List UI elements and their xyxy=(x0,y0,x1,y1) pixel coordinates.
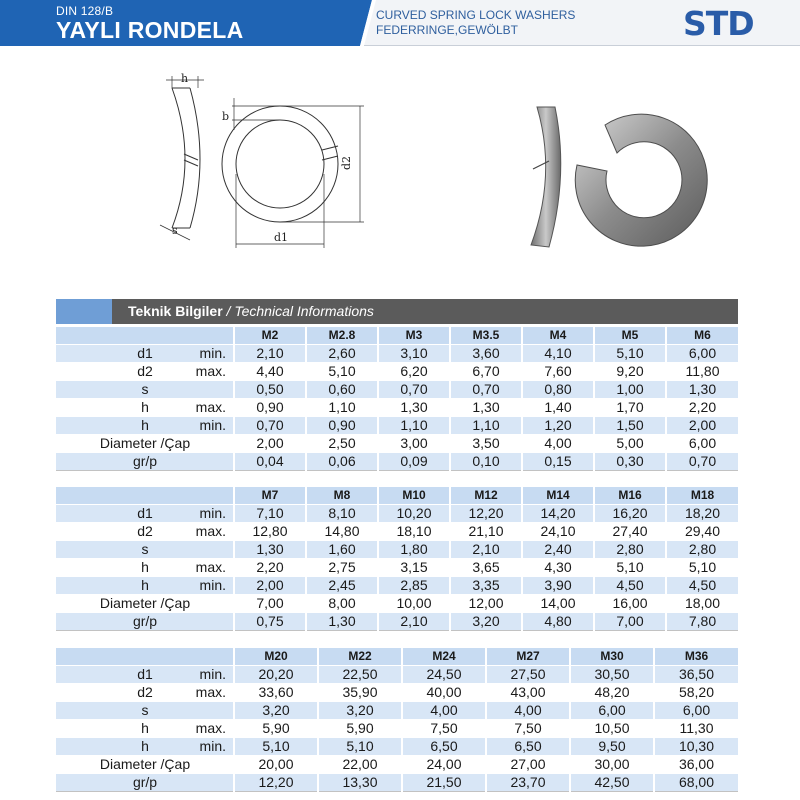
table-cell: 14,80 xyxy=(306,523,378,541)
dim-label-d2: d2 xyxy=(340,155,353,170)
size-header: M30 xyxy=(570,648,654,666)
param-name: gr/p xyxy=(132,613,158,630)
table-cell: 7,60 xyxy=(522,363,594,381)
param-name: Diameter /Çap xyxy=(99,756,191,773)
table-cell: 1,30 xyxy=(234,541,306,559)
table-cell: 2,10 xyxy=(450,541,522,559)
table-cell: 11,30 xyxy=(654,720,738,738)
param-tolerance: max. xyxy=(195,399,226,416)
table-cell: 6,00 xyxy=(666,435,738,453)
table-cell: 5,10 xyxy=(306,363,378,381)
section-title xyxy=(128,303,374,319)
table-cell: 0,70 xyxy=(450,381,522,399)
row-label xyxy=(56,702,234,720)
table-row xyxy=(56,417,738,435)
table-row xyxy=(56,559,738,577)
table-cell: 29,40 xyxy=(666,523,738,541)
table-cell: 3,10 xyxy=(378,345,450,363)
table-row xyxy=(56,453,738,471)
size-header: M2 xyxy=(234,327,306,345)
table-row xyxy=(56,399,738,417)
table-cell: 0,10 xyxy=(450,453,522,471)
table-cell: 2,10 xyxy=(234,345,306,363)
standard-code: DIN 128/B xyxy=(56,4,114,18)
table-cell: 7,50 xyxy=(402,720,486,738)
table-cell: 2,20 xyxy=(666,399,738,417)
table-cell: 48,20 xyxy=(570,684,654,702)
table-cell: 68,00 xyxy=(654,774,738,792)
section-title-en: / Technical Informations xyxy=(222,303,374,319)
title-german: FEDERRINGE,GEWÖLBT xyxy=(376,23,519,37)
table-cell: 8,00 xyxy=(306,595,378,613)
table-cell: 3,20 xyxy=(234,702,318,720)
table-cell: 9,20 xyxy=(594,363,666,381)
table-cell: 6,50 xyxy=(486,738,570,756)
dim-label-b: b xyxy=(222,110,230,123)
table-cell: 1,80 xyxy=(378,541,450,559)
table-cell: 5,10 xyxy=(318,738,402,756)
table-cell: 1,10 xyxy=(450,417,522,435)
table-row xyxy=(56,435,738,453)
table-cell: 2,60 xyxy=(306,345,378,363)
row-label xyxy=(56,505,234,523)
table-cell: 3,65 xyxy=(450,559,522,577)
spec-table-m7-m18 xyxy=(56,487,738,631)
table-cell: 12,00 xyxy=(450,595,522,613)
table-cell: 6,00 xyxy=(570,702,654,720)
table-cell: 1,70 xyxy=(594,399,666,417)
row-label xyxy=(56,756,234,774)
table-cell: 3,15 xyxy=(378,559,450,577)
table-cell: 6,20 xyxy=(378,363,450,381)
table-cell: 0,70 xyxy=(234,417,306,435)
row-label xyxy=(56,595,234,613)
table-cell: 1,00 xyxy=(594,381,666,399)
table-cell: 3,20 xyxy=(450,613,522,631)
table-cell: 5,00 xyxy=(594,435,666,453)
table-cell: 11,80 xyxy=(666,363,738,381)
table-cell: 5,10 xyxy=(594,559,666,577)
std-logo: STD xyxy=(683,4,754,43)
table-cell: 2,75 xyxy=(306,559,378,577)
table-cell: 1,10 xyxy=(306,399,378,417)
table-cell: 1,30 xyxy=(666,381,738,399)
table-row xyxy=(56,613,738,631)
table-cell: 10,00 xyxy=(378,595,450,613)
size-header: M6 xyxy=(666,327,738,345)
table-cell: 1,30 xyxy=(378,399,450,417)
size-header: M2.8 xyxy=(306,327,378,345)
dim-label-d1: d1 xyxy=(274,231,289,244)
table-cell: 16,20 xyxy=(594,505,666,523)
table-cell: 21,50 xyxy=(402,774,486,792)
param-name: d2 xyxy=(137,363,153,380)
table-cell: 35,90 xyxy=(318,684,402,702)
size-header: M24 xyxy=(402,648,486,666)
table-cell: 16,00 xyxy=(594,595,666,613)
param-name: h xyxy=(141,720,149,737)
table-cell: 0,70 xyxy=(666,453,738,471)
size-header-row xyxy=(56,648,738,666)
table-cell: 2,45 xyxy=(306,577,378,595)
row-label xyxy=(56,720,234,738)
param-tolerance: max. xyxy=(195,523,226,540)
size-header-row xyxy=(56,487,738,505)
table-cell: 27,40 xyxy=(594,523,666,541)
table-cell: 1,30 xyxy=(306,613,378,631)
param-name: h xyxy=(141,559,149,576)
section-accent xyxy=(56,299,112,324)
table-cell: 3,50 xyxy=(450,435,522,453)
table-cell: 0,50 xyxy=(234,381,306,399)
table-cell: 2,40 xyxy=(522,541,594,559)
table-row xyxy=(56,345,738,363)
table-cell: 3,60 xyxy=(450,345,522,363)
param-name: h xyxy=(141,738,149,755)
table-cell: 3,90 xyxy=(522,577,594,595)
title-english: CURVED SPRING LOCK WASHERS xyxy=(376,8,576,22)
size-header: M27 xyxy=(486,648,570,666)
table-cell: 2,00 xyxy=(234,435,306,453)
table-row xyxy=(56,702,738,720)
washer-photo-render xyxy=(515,95,730,265)
table-cell: 4,50 xyxy=(594,577,666,595)
param-name: d2 xyxy=(137,523,153,540)
row-label xyxy=(56,345,234,363)
table-row xyxy=(56,595,738,613)
param-tolerance: min. xyxy=(199,505,226,522)
table-cell: 6,70 xyxy=(450,363,522,381)
param-name: Diameter /Çap xyxy=(99,595,191,612)
table-cell: 0,75 xyxy=(234,613,306,631)
row-label xyxy=(56,559,234,577)
table-row xyxy=(56,774,738,792)
table-cell: 40,00 xyxy=(402,684,486,702)
table-cell: 0,70 xyxy=(378,381,450,399)
size-header: M4 xyxy=(522,327,594,345)
table-cell: 27,50 xyxy=(486,666,570,684)
param-name: gr/p xyxy=(132,453,158,470)
size-header: M8 xyxy=(306,487,378,505)
table-cell: 12,20 xyxy=(234,774,318,792)
row-label xyxy=(56,541,234,559)
table-cell: 2,10 xyxy=(378,613,450,631)
table-cell: 12,80 xyxy=(234,523,306,541)
table-cell: 6,00 xyxy=(666,345,738,363)
section-title-tr: Teknik Bilgiler xyxy=(128,303,223,319)
table-cell: 58,20 xyxy=(654,684,738,702)
washer-photo xyxy=(515,95,730,270)
table-cell: 9,50 xyxy=(570,738,654,756)
table-row xyxy=(56,738,738,756)
table-cell: 2,85 xyxy=(378,577,450,595)
table-cell: 22,00 xyxy=(318,756,402,774)
table-cell: 30,00 xyxy=(570,756,654,774)
table-cell: 3,35 xyxy=(450,577,522,595)
table-cell: 7,50 xyxy=(486,720,570,738)
table-cell: 24,00 xyxy=(402,756,486,774)
table-row xyxy=(56,363,738,381)
param-tolerance: min. xyxy=(199,738,226,755)
table-row xyxy=(56,541,738,559)
table-cell: 6,00 xyxy=(654,702,738,720)
washer-inner-ring xyxy=(236,120,324,208)
header-corner xyxy=(56,487,234,505)
size-header: M14 xyxy=(522,487,594,505)
table-cell: 42,50 xyxy=(570,774,654,792)
table-cell: 1,30 xyxy=(450,399,522,417)
table-cell: 2,20 xyxy=(234,559,306,577)
row-label xyxy=(56,774,234,792)
dim-label-h: h xyxy=(181,72,189,85)
table-cell: 4,00 xyxy=(522,435,594,453)
table-cell: 18,10 xyxy=(378,523,450,541)
param-tolerance: max. xyxy=(195,684,226,701)
table-cell: 0,90 xyxy=(306,417,378,435)
header-corner xyxy=(56,327,234,345)
table-cell: 7,00 xyxy=(594,613,666,631)
table-row xyxy=(56,505,738,523)
table-cell: 4,10 xyxy=(522,345,594,363)
table-cell: 2,80 xyxy=(666,541,738,559)
table-cell: 7,10 xyxy=(234,505,306,523)
table-row xyxy=(56,523,738,541)
table-cell: 43,00 xyxy=(486,684,570,702)
row-label xyxy=(56,613,234,631)
table-cell: 8,10 xyxy=(306,505,378,523)
table-cell: 0,06 xyxy=(306,453,378,471)
spec-table-m20-m36 xyxy=(56,648,738,792)
param-tolerance: min. xyxy=(199,345,226,362)
table-cell: 1,60 xyxy=(306,541,378,559)
spec-table-m2-m6 xyxy=(56,327,738,471)
table-cell: 1,40 xyxy=(522,399,594,417)
table-cell: 5,90 xyxy=(234,720,318,738)
table-cell: 30,50 xyxy=(570,666,654,684)
row-label xyxy=(56,453,234,471)
table-cell: 0,80 xyxy=(522,381,594,399)
row-label xyxy=(56,666,234,684)
row-label xyxy=(56,381,234,399)
table-row xyxy=(56,666,738,684)
row-label xyxy=(56,363,234,381)
table-cell: 0,30 xyxy=(594,453,666,471)
washer-dimension-drawing xyxy=(150,70,390,255)
size-header: M5 xyxy=(594,327,666,345)
row-label xyxy=(56,577,234,595)
table-cell: 27,00 xyxy=(486,756,570,774)
table-cell: 14,20 xyxy=(522,505,594,523)
washer-outer-ring xyxy=(222,106,338,222)
param-tolerance: max. xyxy=(195,720,226,737)
table-cell: 20,00 xyxy=(234,756,318,774)
table-cell: 4,40 xyxy=(234,363,306,381)
table-cell: 2,50 xyxy=(306,435,378,453)
table-cell: 1,10 xyxy=(378,417,450,435)
param-name: d1 xyxy=(137,345,153,362)
table-cell: 3,00 xyxy=(378,435,450,453)
table-cell: 6,50 xyxy=(402,738,486,756)
param-name: h xyxy=(141,577,149,594)
size-header: M7 xyxy=(234,487,306,505)
table-cell: 23,70 xyxy=(486,774,570,792)
size-header-row xyxy=(56,327,738,345)
section-header xyxy=(56,299,738,324)
table-cell: 2,00 xyxy=(666,417,738,435)
table-cell: 7,00 xyxy=(234,595,306,613)
table-cell: 4,80 xyxy=(522,613,594,631)
header-banner xyxy=(0,0,800,46)
param-name: h xyxy=(141,417,149,434)
size-header: M36 xyxy=(654,648,738,666)
table-row xyxy=(56,684,738,702)
size-header: M20 xyxy=(234,648,318,666)
table-cell: 12,20 xyxy=(450,505,522,523)
param-name: d1 xyxy=(137,666,153,683)
table-cell: 0,60 xyxy=(306,381,378,399)
table-row xyxy=(56,381,738,399)
table-cell: 14,00 xyxy=(522,595,594,613)
row-label xyxy=(56,417,234,435)
param-tolerance: max. xyxy=(195,363,226,380)
table-cell: 24,50 xyxy=(402,666,486,684)
param-name: gr/p xyxy=(132,774,158,791)
table-cell: 10,30 xyxy=(654,738,738,756)
row-label xyxy=(56,738,234,756)
table-cell: 5,10 xyxy=(666,559,738,577)
page-title: YAYLI RONDELA xyxy=(56,17,244,43)
table-cell: 10,20 xyxy=(378,505,450,523)
table-cell: 1,50 xyxy=(594,417,666,435)
table-row xyxy=(56,756,738,774)
param-tolerance: min. xyxy=(199,417,226,434)
param-name: s xyxy=(141,381,149,398)
table-cell: 0,04 xyxy=(234,453,306,471)
size-header: M10 xyxy=(378,487,450,505)
param-tolerance: max. xyxy=(195,559,226,576)
table-cell: 1,20 xyxy=(522,417,594,435)
size-header: M18 xyxy=(666,487,738,505)
size-header: M3.5 xyxy=(450,327,522,345)
param-name: s xyxy=(141,541,149,558)
table-row xyxy=(56,577,738,595)
table-cell: 0,15 xyxy=(522,453,594,471)
header-corner xyxy=(56,648,234,666)
size-header: M12 xyxy=(450,487,522,505)
size-header: M3 xyxy=(378,327,450,345)
table-cell: 0,90 xyxy=(234,399,306,417)
size-header: M16 xyxy=(594,487,666,505)
table-cell: 22,50 xyxy=(318,666,402,684)
table-cell: 20,20 xyxy=(234,666,318,684)
table-cell: 21,10 xyxy=(450,523,522,541)
table-row xyxy=(56,720,738,738)
technical-drawing xyxy=(150,70,390,260)
dim-label-s: s xyxy=(172,224,178,237)
table-cell: 5,10 xyxy=(234,738,318,756)
table-cell: 4,00 xyxy=(402,702,486,720)
table-cell: 13,30 xyxy=(318,774,402,792)
table-cell: 4,50 xyxy=(666,577,738,595)
row-label xyxy=(56,399,234,417)
table-cell: 5,10 xyxy=(594,345,666,363)
row-label xyxy=(56,435,234,453)
param-name: h xyxy=(141,399,149,416)
table-cell: 2,80 xyxy=(594,541,666,559)
table-cell: 4,30 xyxy=(522,559,594,577)
table-cell: 36,50 xyxy=(654,666,738,684)
table-cell: 4,00 xyxy=(486,702,570,720)
table-cell: 33,60 xyxy=(234,684,318,702)
table-cell: 0,09 xyxy=(378,453,450,471)
param-tolerance: min. xyxy=(199,666,226,683)
table-cell: 5,90 xyxy=(318,720,402,738)
param-name: Diameter /Çap xyxy=(99,435,191,452)
table-cell: 7,80 xyxy=(666,613,738,631)
row-label xyxy=(56,684,234,702)
param-name: s xyxy=(141,702,149,719)
table-cell: 10,50 xyxy=(570,720,654,738)
row-label xyxy=(56,523,234,541)
washer-side-outer xyxy=(172,88,185,228)
param-name: d1 xyxy=(137,505,153,522)
table-cell: 18,20 xyxy=(666,505,738,523)
size-header: M22 xyxy=(318,648,402,666)
table-cell: 18,00 xyxy=(666,595,738,613)
table-cell: 2,00 xyxy=(234,577,306,595)
param-tolerance: min. xyxy=(199,577,226,594)
table-cell: 36,00 xyxy=(654,756,738,774)
table-cell: 24,10 xyxy=(522,523,594,541)
table-cell: 3,20 xyxy=(318,702,402,720)
param-name: d2 xyxy=(137,684,153,701)
